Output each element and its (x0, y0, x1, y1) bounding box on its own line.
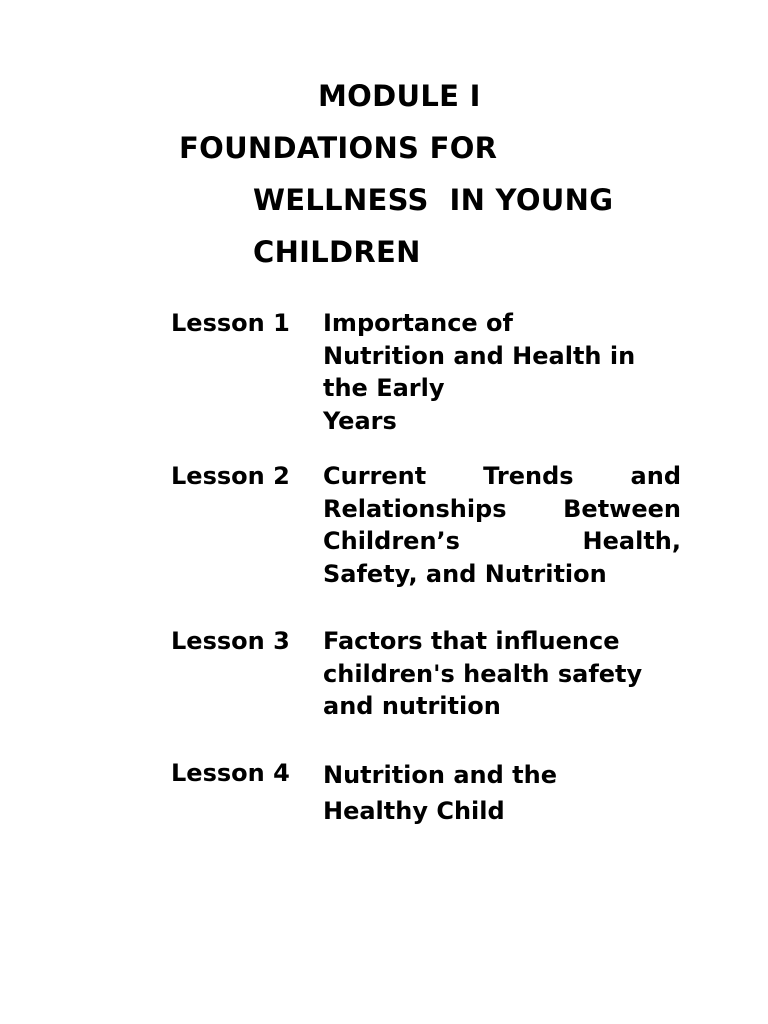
word: and (630, 462, 681, 490)
lesson-2-title-line (323, 493, 681, 526)
lesson-3-label: Lesson 3 (171, 627, 290, 655)
lesson-1-title (323, 307, 683, 437)
lesson-3-title-line: Factors that influence (323, 627, 620, 655)
lesson-2-title-line: Safety, and Nutrition (323, 559, 607, 588)
word: Health, (582, 527, 681, 555)
module-title-line-3: CHILDREN (253, 235, 421, 269)
lesson-1-title-line: Years (323, 406, 397, 435)
lesson-2-title-line (323, 460, 681, 493)
word: Relationships (323, 494, 507, 523)
word: Current (323, 462, 427, 490)
lesson-3-title-line: and nutrition (323, 692, 501, 720)
lesson-4-title-line: Healthy Child (323, 797, 505, 825)
lesson-4-title-line: Nutrition and the (323, 761, 557, 789)
module-title-line-1: FOUNDATIONS FOR (179, 131, 498, 165)
word: Between (563, 494, 681, 523)
lesson-2-title-line (323, 525, 681, 558)
lesson-4-title (323, 757, 683, 829)
lesson-3-title (323, 625, 683, 723)
lesson-2-title (323, 460, 683, 590)
word: Children’s (323, 527, 460, 555)
word: Trends (483, 462, 574, 490)
lesson-4-label: Lesson 4 (171, 759, 290, 787)
lesson-1-title-line: Nutrition and Health in (323, 341, 636, 370)
lesson-3-title-line: children's health safety (323, 659, 643, 688)
lesson-1-title-line: Importance of (323, 309, 513, 337)
module-title-line-2: WELLNESS IN YOUNG (253, 183, 614, 217)
module-number: MODULE I (318, 79, 481, 113)
lesson-1-title-line: the Early (323, 374, 445, 402)
lesson-1-label: Lesson 1 (171, 309, 290, 337)
lesson-2-label: Lesson 2 (171, 462, 290, 490)
